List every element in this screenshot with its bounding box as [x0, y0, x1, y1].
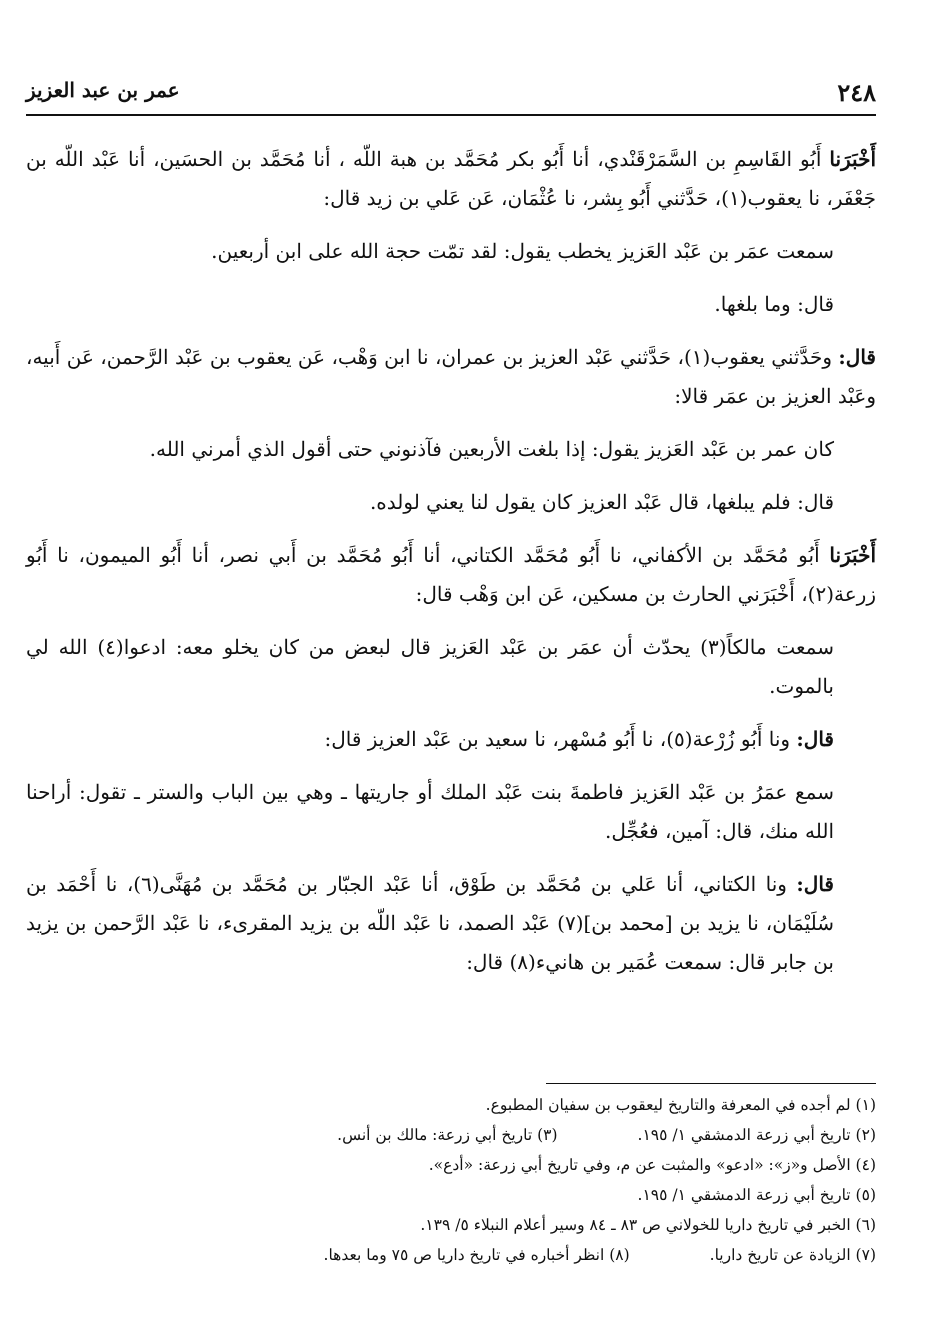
running-title: عمر بن عبد العزيز — [26, 78, 180, 102]
paragraph-text: ونا الكتاني، أنا عَلي بن مُحَمَّد بن طَوْق، أنا عَبْد الجبّار بن مُحَمَّد بن مُهَنَّى(٦)، نا أَحْمَد بن سُلَيْمَان، نا يزيد بن [محمد بن](٧) عَبْد الصمد، نا عَبْد اللّه بن يزيد المقرىء، نا عَبْد الرَّحمن بن يزيد بن جابر قال: سمعت عُمَير بن هانيء(٨) قال: — [26, 872, 835, 974]
paragraph — [26, 483, 876, 522]
footnote: (٧) الزيادة عن تاريخ داريا. — [709, 1246, 876, 1264]
paragraph — [26, 285, 876, 324]
paragraph — [26, 338, 876, 416]
paragraph — [26, 430, 876, 469]
footnotes — [76, 1090, 876, 1270]
paragraph-text: وحَدَّثني يعقوب(١)، حَدَّثني عَبْد العزيز بن عمران، نا ابن وَهْب، عَن يعقوب بن عَبْد الرَّحمن، عَن أَبيه، وعَبْد العزيز بن عمَر قالا: — [26, 345, 876, 408]
footnote-line — [76, 1210, 876, 1240]
paragraph-text: أَبُو القَاسِمِ بن السَّمَرْقَنْدي، أنا أَبُو بكر مُحَمَّد بن هبة اللّه ، أنا مُحَمَّد بن الحسَين، أنا عَبْد اللّه بن جَعْفَر، نا يعقوب(١)، حَدَّثني أَبُو بِشر، نا عُثْمَان، عَن عَلي بن زيد قال: — [26, 147, 876, 210]
page-number: ٢٤٨ — [837, 78, 876, 107]
paragraph-lead: قال: — [796, 872, 834, 896]
footnote: (٨) انظر أخباره في تاريخ داريا ص ٧٥ وما بعدها. — [323, 1246, 630, 1264]
footnote-line — [76, 1090, 876, 1120]
paragraph-lead: قال: — [796, 727, 834, 751]
paragraph — [26, 773, 876, 851]
paragraph-text: قال: فلم يبلغها، قال عَبْد العزيز كان يقول لنا يعني لولده. — [369, 490, 834, 514]
body-text — [26, 140, 876, 982]
paragraph-text: سمعت عمَر بن عَبْد العَزيز يخطب يقول: لقد تمّت حجة الله على ابن أربعين. — [211, 239, 834, 263]
footnote: (٤) الأصل و«ز»: «ادعو» والمثبت عن م، وفي تاريخ أبي زرعة: «أدع». — [428, 1156, 876, 1174]
paragraph — [26, 536, 876, 614]
footnote: (٣) تاريخ أبي زرعة: مالك بن أنس. — [337, 1126, 558, 1144]
paragraph — [26, 865, 876, 982]
paragraph-lead: أَخْبَرَنا — [829, 147, 876, 171]
footnote-line — [76, 1150, 876, 1180]
paragraph — [26, 232, 876, 271]
footnote-line — [76, 1120, 876, 1150]
paragraph-text: كان عمر بن عَبْد العَزيز يقول: إذا بلغت الأربعين فآذنوني حتى أقول الذي أمرني الله. — [149, 437, 834, 461]
paragraph-text: قال: وما بلغها. — [714, 292, 834, 316]
footnote-line — [76, 1180, 876, 1210]
footnote: (٦) الخبر في تاريخ داريا للخولاني ص ٨٣ ـ ٨٤ وسير أعلام النبلاء ٥/ ١٣٩. — [420, 1216, 876, 1234]
footnote: (١) لم أجده في المعرفة والتاريخ ليعقوب بن سفيان المطبوع. — [485, 1096, 876, 1114]
footnote-rule — [546, 1083, 876, 1084]
header-rule — [26, 114, 876, 116]
paragraph — [26, 628, 876, 706]
paragraph-text: سمعت مالكاً(٣) يحدّث أن عمَر بن عَبْد العَزيز قال لبعض من كان يخلو معه: ادعوا(٤) الله لي بالموت. — [26, 635, 835, 698]
paragraph — [26, 140, 876, 218]
footnote: (٢) تاريخ أبي زرعة الدمشقي ١/ ١٩٥. — [637, 1126, 876, 1144]
page-header — [26, 78, 876, 114]
footnote-line — [76, 1240, 876, 1270]
paragraph-text: ونا أَبُو زُرْعة(٥)، نا أَبُو مُسْهر، نا سعيد بن عَبْد العزيز قال: — [324, 727, 797, 751]
paragraph — [26, 720, 876, 759]
footnote: (٥) تاريخ أبي زرعة الدمشقي ١/ ١٩٥. — [637, 1186, 876, 1204]
paragraph-text: سمع عمَرُ بن عَبْد العَزيز فاطمةَ بنت عَبْد الملك أو جاريتها ـ وهي بين الباب والستر ـ تقول: أراحنا الله منك، قال: آمين، فعُجِّل. — [26, 780, 834, 843]
paragraph-lead: أَخْبَرَنا — [829, 543, 876, 567]
paragraph-lead: قال: — [838, 345, 876, 369]
paragraph-text: أَبُو مُحَمَّد بن الأكفاني، نا أَبُو مُحَمَّد الكتاني، أنا أَبُو مُحَمَّد بن أَبي نصر، أنا أَبُو الميمون، نا أَبُو زرعة(٢)، أَخْبَرَني الحارث بن مسكين، عَن ابن وَهْب قال: — [26, 543, 876, 606]
